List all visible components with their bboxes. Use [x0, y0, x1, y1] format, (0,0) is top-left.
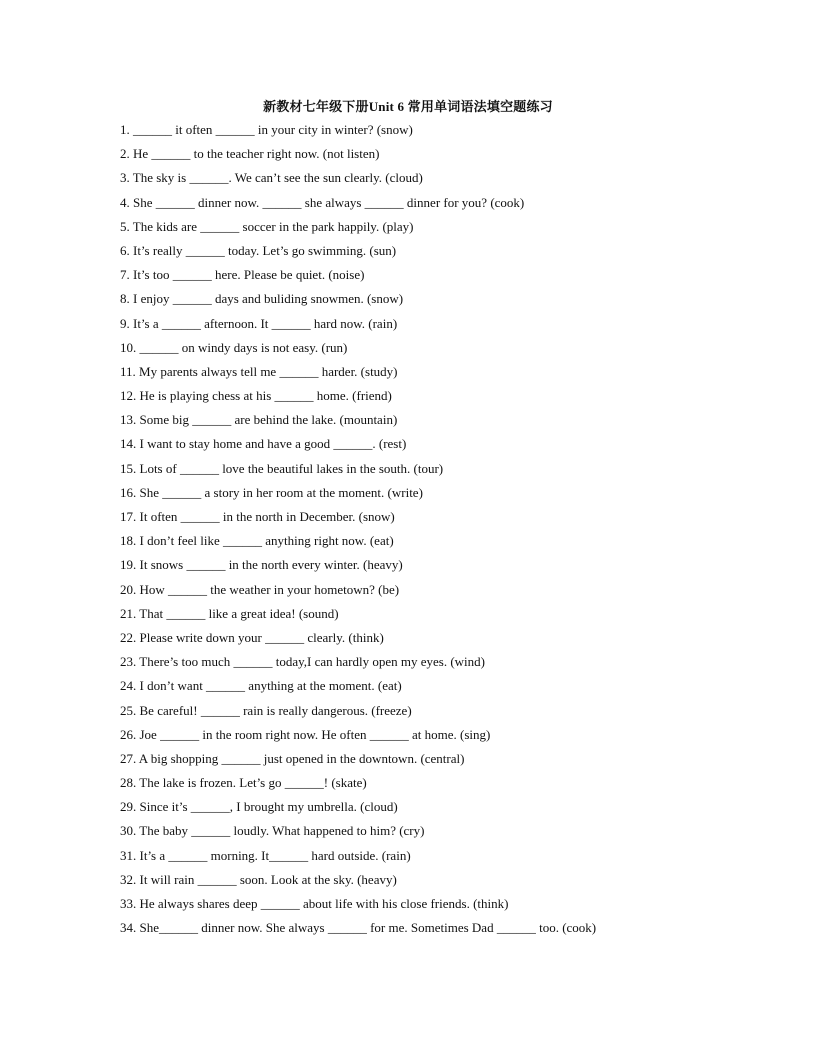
question-item: 13. Some big ______ are behind the lake. (mountain)	[120, 412, 398, 428]
question-item: 32. It will rain ______ soon. Look at the sky. (heavy)	[120, 871, 397, 887]
question-item: 21. That ______ like a great idea! (sound)	[120, 605, 339, 621]
question-item: 22. Please write down your ______ clearly. (think)	[120, 629, 384, 645]
question-item: 12. He is playing chess at his ______ home. (friend)	[120, 388, 392, 404]
question-item: 19. It snows ______ in the north every winter. (heavy)	[120, 557, 403, 573]
question-item: 4. She ______ dinner now. ______ she always ______ dinner for you? (cook)	[120, 194, 525, 210]
question-list	[120, 121, 596, 943]
question-item: 14. I want to stay home and have a good ______. (rest)	[120, 436, 407, 452]
document-title: 新教材七年级下册Unit 6 常用单词语法填空题练习	[263, 99, 553, 114]
question-item: 18. I don’t feel like ______ anything right now. (eat)	[120, 533, 394, 549]
question-item: 9. It’s a ______ afternoon. It ______ hard now. (rain)	[120, 315, 398, 331]
question-item: 34. She______ dinner now. She always ______ for me. Sometimes Dad ______ too. (cook)	[120, 920, 597, 936]
question-item: 28. The lake is frozen. Let’s go ______! (skate)	[120, 775, 367, 791]
question-item: 25. Be careful! ______ rain is really dangerous. (freeze)	[120, 702, 412, 718]
question-item: 23. There’s too much ______ today,I can hardly open my eyes. (wind)	[120, 654, 485, 670]
question-item: 5. The kids are ______ soccer in the park happily. (play)	[120, 218, 414, 234]
question-item: 10. ______ on windy days is not easy. (run)	[120, 339, 348, 355]
question-item: 2. He ______ to the teacher right now. (not listen)	[120, 146, 380, 162]
question-item: 6. It’s really ______ today. Let’s go swimming. (sun)	[120, 242, 397, 258]
question-item: 15. Lots of ______ love the beautiful lakes in the south. (tour)	[120, 460, 444, 476]
question-item: 11. My parents always tell me ______ harder. (study)	[120, 363, 398, 379]
question-item: 17. It often ______ in the north in December. (snow)	[120, 509, 395, 524]
question-item: 20. How ______ the weather in your hometown? (be)	[120, 581, 400, 597]
question-item: 8. I enjoy ______ days and buliding snowmen. (snow)	[120, 291, 404, 307]
question-item: 30. The baby ______ loudly. What happened to him? (cry)	[120, 823, 425, 839]
question-item: 29. Since it’s ______, I brought my umbrella. (cloud)	[120, 799, 398, 815]
question-item: 16. She ______ a story in her room at the moment. (write)	[120, 484, 423, 500]
question-item: 27. A big shopping ______ just opened in the downtown. (central)	[120, 750, 465, 766]
question-item: 33. He always shares deep ______ about life with his close friends. (think)	[120, 896, 509, 911]
question-item: 24. I don’t want ______ anything at the moment. (eat)	[120, 678, 402, 694]
question-item: 31. It’s a ______ morning. It______ hard outside. (rain)	[120, 847, 411, 863]
question-item: 3. The sky is ______. We can’t see the sun clearly. (cloud)	[120, 170, 423, 186]
question-item: 1. ______ it often ______ in your city in winter? (snow)	[120, 122, 413, 137]
question-item: 26. Joe ______ in the room right now. He often ______ at home. (sing)	[120, 726, 491, 742]
question-item: 7. It’s too ______ here. Please be quiet. (noise)	[120, 267, 365, 283]
